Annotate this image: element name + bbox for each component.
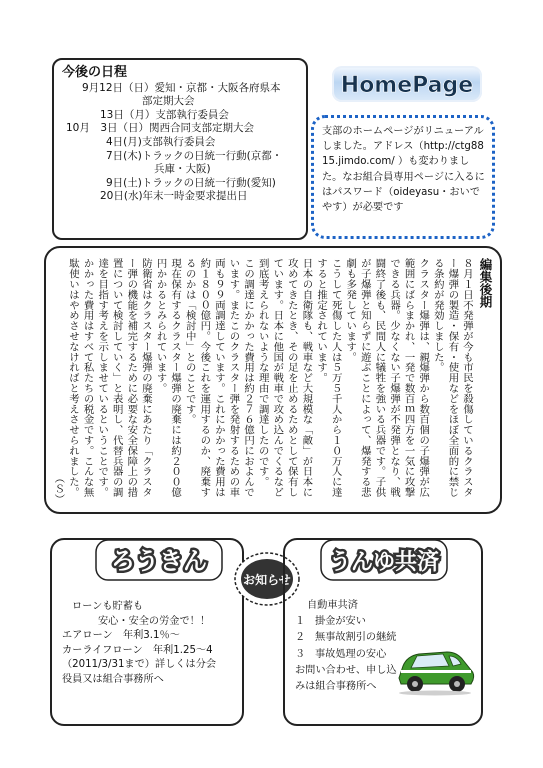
schedule-row: 兵庫・大阪) (154, 163, 211, 176)
editorial-box (44, 246, 502, 514)
editorial-paragraph: 現在保有するクラスター爆弾の廃棄には約２００億円かかるとみられています。 (154, 258, 182, 498)
rokin-banner-text: ろうきん (111, 547, 207, 575)
homepage-logo-text: HomePage (340, 73, 474, 98)
kyosai-item: １ 掛金が安い (295, 616, 366, 628)
editorial-paragraph: 防衛省はクラスター爆弾の廃棄にあたり「クラスター弾の機能を補完するために必要な安全保障上の措置について検討していく」と表明し、代替兵器の調達を目指す考えを示しませているということです。 (96, 258, 152, 498)
rokin-banner (94, 538, 224, 582)
editorial-paragraph: ８月１日不発弾が今も市民を殺傷しているクラスター爆弾の製造・保有・使用などをほぼ全面的に禁じる条約が発効しました。 (431, 258, 473, 498)
rokin-line: カーライフローン 年利1.25～4 (62, 644, 213, 656)
homepage-notice: 支部のホームページがリニューアルしました。アドレス（http://ctg8815.jimdo.com/ ）も変わりました。なお組合員専用ページに入るにはパスワード（oideyasu・おいでやす）が必要です (311, 115, 495, 239)
kyosai-title: 自動車共済 (307, 600, 358, 611)
schedule-box (52, 58, 308, 240)
kyosai-box (283, 538, 483, 726)
car-icon (393, 640, 477, 696)
notice-badge-text: お知らせ (243, 573, 291, 587)
kyosai-item: ３ 事故処理の安心 (295, 648, 387, 660)
editorial-paragraph: こうして死傷した人は５万５千人から１０万人に達すると推定されています。 (315, 258, 342, 498)
kyosai-contact: みは組合事務所へ (295, 681, 377, 693)
editorial-heading: 編集後期 (478, 258, 493, 308)
schedule-row: 9月12日（日）愛知・京都・大阪各府県本 (82, 81, 281, 94)
schedule-row: 10月 3日（日）関西合同支部定期大会 (66, 122, 255, 135)
rokin-box (50, 538, 244, 726)
schedule-title: 今後の日程 (62, 65, 128, 80)
rokin-line: 安心・安全の労金で！！ (98, 615, 211, 627)
editorial-signature: （Ｓ） (52, 472, 65, 504)
kyosai-banner-text: うんゆ共済 (328, 550, 440, 575)
editorial-text (52, 258, 494, 504)
editorial-paragraph: この調達にかかった費用は約２７６億円におよんでいます。またこのクラスター弾を発射するための車両も９９両調達しています。これにかかった費用は約１８００億円。今後これを運用するのか、廃棄するのかは「検討中」とのことです。 (183, 258, 255, 498)
kyosai-contact: お問い合わせ、申し込 (295, 664, 397, 676)
schedule-row: 部定期大会 (142, 95, 195, 108)
homepage-logo (332, 66, 482, 102)
rokin-line: ローンも貯蓄も (72, 601, 144, 612)
schedule-row: 20日(水)年末一時金要求提出日 (100, 190, 248, 203)
schedule-row: 7日(木)トラックの日統一行動(京都・ (106, 149, 283, 162)
rokin-line: （2011/3/31まで）詳しくは分会 (62, 659, 217, 671)
schedule-row: 9日(土)トラックの日統一行動(愛知) (106, 176, 276, 189)
editorial-paragraph: 日本の自衛隊も、戦車など大規模な「敵」が日本に攻めてきたとき、その足を止めるためとして保有しています。日本に他国が戦車で攻め込んでくるなど到底考えられないような理由で調達したのです。 (256, 258, 313, 498)
rokin-line: エアローン 年利3.1％～ (62, 630, 180, 642)
editorial-paragraph: クラスター爆弾は、親爆弾から数百個の子爆弾が広範囲にばらまかれ、一発で数百ｍ四方を一気に攻撃できる兵器。少なくない子爆弾が不発弾となり、戦闘終了後も、民間人に犠牲を強いる兵器です。子供が子爆弾と知らずに遊ぶことによって、爆発する悲劇も多発しています。 (344, 258, 430, 498)
schedule-row: 13日（月）支部執行委員会 (100, 108, 229, 121)
rokin-text (54, 600, 244, 688)
kyosai-banner (319, 538, 449, 582)
kyosai-item: ２ 無事故割引の継続 (295, 632, 397, 644)
editorial-paragraph: かかった費用はすべて私たちの税金です。こんな無駄使いはやめさせなければと考えさせられました。 (66, 258, 94, 498)
rokin-line: 役員又は組合事務所へ (62, 673, 164, 685)
schedule-row: 4日(月)支部執行委員会 (106, 135, 216, 148)
